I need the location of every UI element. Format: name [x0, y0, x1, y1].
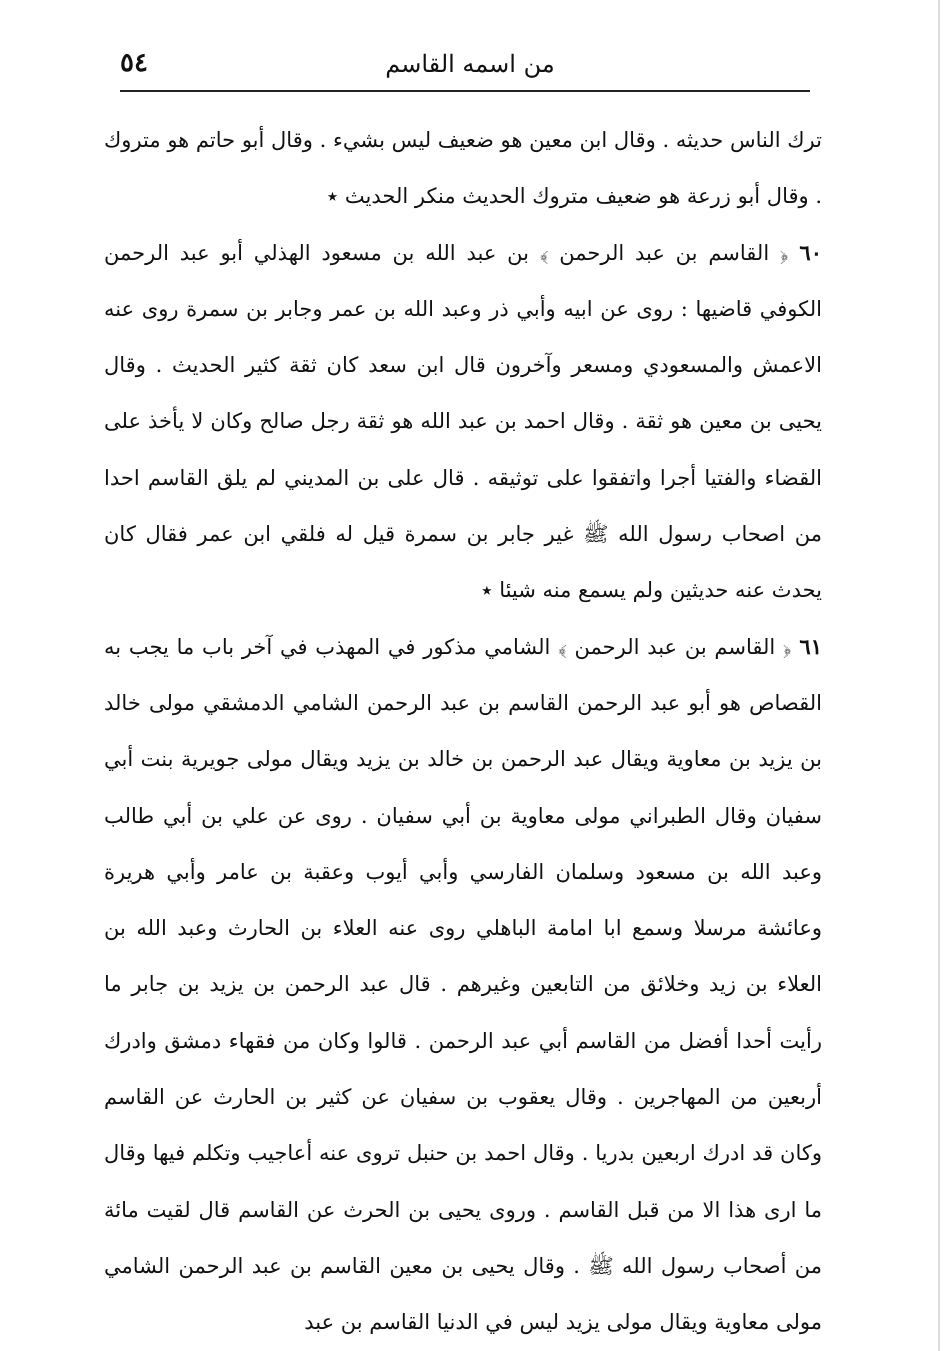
- paragraph-text: ترك الناس حديثه . وقال ابن معين هو ضعيف ليس بشيء . وقال أبو حاتم هو متروك . وقال أبو زرعة هو ضعيف متروك الحديث منكر الحديث ٭: [104, 128, 822, 209]
- paragraph-continuation: [104, 112, 822, 225]
- page-number: ٥٤: [120, 48, 148, 78]
- entry-number: ٦٠: [799, 239, 822, 265]
- paragraph-text: ﴿ القاسم بن عبد الرحمن ﴾ الشامي مذكور في المهذب في آخر باب ما يجب به القصاص هو أبو عبد الرحمن القاسم بن عبد الرحمن الشامي الدمشقي مولى خالد بن يزيد بن معاوية ويقال عبد الرحمن بن خالد بن يزيد ويقال مولى جويرية بنت أبي سفيان وقال الطبراني مولى معاوية بن أبي سفيان . روى عن علي بن أبي طالب وعبد الله بن مسعود وسلمان الفارسي وأبي أيوب وعقبة بن عامر وأبي هريرة وعائشة مرسلا وسمع ابا امامة الباهلي روى عنه العلاء بن الحارث وعبد الله بن العلاء بن زيد وخلائق من التابعين وغيرهم . قال عبد الرحمن بن يزيد بن جابر ما رأيت أحدا أفضل من القاسم أبي عبد الرحمن . قالوا وكان من فقهاء دمشق وادرك أربعين من المهاجرين . وقال يعقوب بن سفيان عن كثير بن الحارث عن القاسم وكان قد ادرك اربعين بدريا . وقال احمد بن حنبل تروى عنه أعاجيب وتكلم فيها وقال ما ارى هذا الا من قبل القاسم . وروى يحيى بن الحرث عن القاسم قال لقيت مائة من أصحاب رسول الله ﷺ . وقال يحيى بن معين القاسم بن عبد الرحمن الشامي مولى معاوية ويقال مولى يزيد ليس في الدنيا القاسم بن عبد: [104, 634, 822, 1335]
- running-title: من اسمه القاسم: [385, 50, 555, 78]
- header-rule: [120, 90, 810, 92]
- entry-61: [104, 619, 822, 1351]
- page-header: [120, 40, 810, 92]
- body-text: [104, 112, 822, 1351]
- scan-edge-line: [938, 0, 940, 1351]
- entry-60: [104, 225, 822, 619]
- entry-number: ٦١: [799, 633, 822, 659]
- paragraph-text: ﴿ القاسم بن عبد الرحمن ﴾ بن عبد الله بن مسعود الهذلي أبو عبد الرحمن الكوفي قاضيها : روى عن ابيه وأبي ذر وعبد الله بن عمر وجابر بن سمرة روى عنه الاعمش والمسعودي ومسعر وآخرون قال ابن سعد كان ثقة كثير الحديث . وقال يحيى بن معين هو ثقة . وقال احمد بن عبد الله هو ثقة رجل صالح وكان لا يأخذ على القضاء والفتيا أجرا واتفقوا على توثيقه . قال على بن المديني لم يلق القاسم احدا من اصحاب رسول الله ﷺ غير جابر بن سمرة قيل له فلقي ابن عمر فقال كان يحدث عنه حديثين ولم يسمع منه شيئا ٭: [104, 240, 822, 603]
